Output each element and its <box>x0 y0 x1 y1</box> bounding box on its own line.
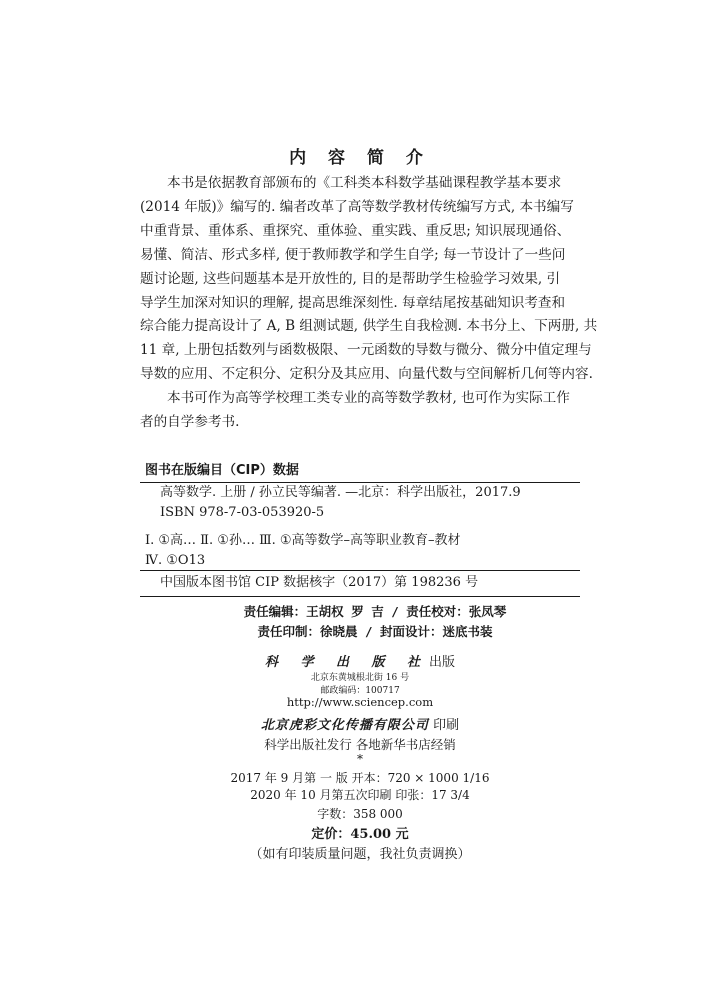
editors-line: 责任印制：徐晓晨 / 封面设计：迷底书装 <box>257 624 493 639</box>
cip-class-line: Ⅰ. ①高… Ⅱ. ①孙… Ⅲ. ①高等数学–高等职业教育–教材 <box>145 533 461 548</box>
editors-line: 责任编辑：王胡权 罗 吉 / 责任校对：张凤琴 <box>243 604 507 619</box>
separator-star: * <box>357 752 363 766</box>
summary-line: 者的自学参考书. <box>140 414 240 431</box>
cip-isbn: ISBN 978-7-03-053920-5 <box>160 505 325 520</box>
publisher-name <box>0 651 720 670</box>
cip-book-line: 高等数学. 上册 / 孙立民等编著. —北京：科学出版社，2017.9 <box>160 485 521 500</box>
summary-line: 中重背景、重体系、重探究、重体验、重实践、重反思; 知识展现通俗、 <box>140 222 571 239</box>
summary-line: 本书是依据教育部颁布的《工科类本科数学基础课程教学基本要求 <box>167 175 562 191</box>
distribution-line: 科学出版社发行 各地新华书店经销 <box>264 737 456 752</box>
printer-name: 北京虎彩文化传播有限公司 <box>260 718 429 733</box>
printer-suffix: 印刷 <box>433 718 460 733</box>
summary-title: 内 容 简 介 <box>289 148 431 168</box>
printer-line <box>0 714 720 733</box>
summary-line: 导数的应用、不定积分、定积分及其应用、向量代数与空间解析几何等内容. <box>140 366 593 383</box>
cip-class-line: Ⅳ. ①O13 <box>145 553 206 568</box>
summary-line: 导学生加深对知识的理解, 提高思维深刻性. 每章结尾按基础知识考查和 <box>140 294 566 311</box>
cip-verify-number: 中国版本图书馆 CIP 数据核字（2017）第 198236 号 <box>160 575 479 590</box>
edition-line: 2017 年 9 月第 一 版 开本：720 × 1000 1/16 <box>230 771 490 785</box>
editors-block <box>140 602 580 642</box>
price: 定价：45.00 元 <box>311 827 409 842</box>
summary-text <box>140 172 598 435</box>
quality-notice: （如有印装质量问题，我社负责调换） <box>249 847 471 862</box>
summary-line: 本书可作为高等学校理工类专业的高等数学教材, 也可作为实际工作 <box>167 390 570 407</box>
summary-line: 易懂、简洁、形式多样, 便于教师教学和学生自学; 每一节设计了一些问 <box>140 246 566 263</box>
publisher-address: 北京东黄城根北街 16 号 <box>310 673 410 683</box>
publisher-postcode: 邮政编码：100717 <box>320 686 400 696</box>
summary-line: 题讨论题, 这些问题基本是开放性的, 目的是帮助学生检验学习效果, 引 <box>140 270 561 287</box>
publisher-brand: 科 学 出 版 社 <box>264 655 430 670</box>
cip-header: 图书在版编目（CIP）数据 <box>140 459 580 483</box>
publisher-suffix: 出版 <box>429 655 456 670</box>
cip-block <box>140 483 580 571</box>
print-run-line: 2020 年 10 月第五次印刷 印张：17 3/4 <box>250 788 470 802</box>
publisher-website: http://www.sciencep.com <box>286 695 434 709</box>
summary-line: 11 章, 上册包括数列与函数极限、一元函数的导数与微分、微分中值定理与 <box>140 342 592 359</box>
word-count: 字数：358 000 <box>317 807 403 821</box>
cip-divider <box>140 570 580 571</box>
summary-line: 综合能力提高设计了 A, B 组测试题, 供学生自我检测. 本书分上、下两册, 共 <box>140 318 598 335</box>
summary-line: (2014 年版)》编写的. 编者改革了高等数学教材传统编写方式, 本书编写 <box>140 198 574 215</box>
cip-bottom-rule <box>140 596 580 597</box>
